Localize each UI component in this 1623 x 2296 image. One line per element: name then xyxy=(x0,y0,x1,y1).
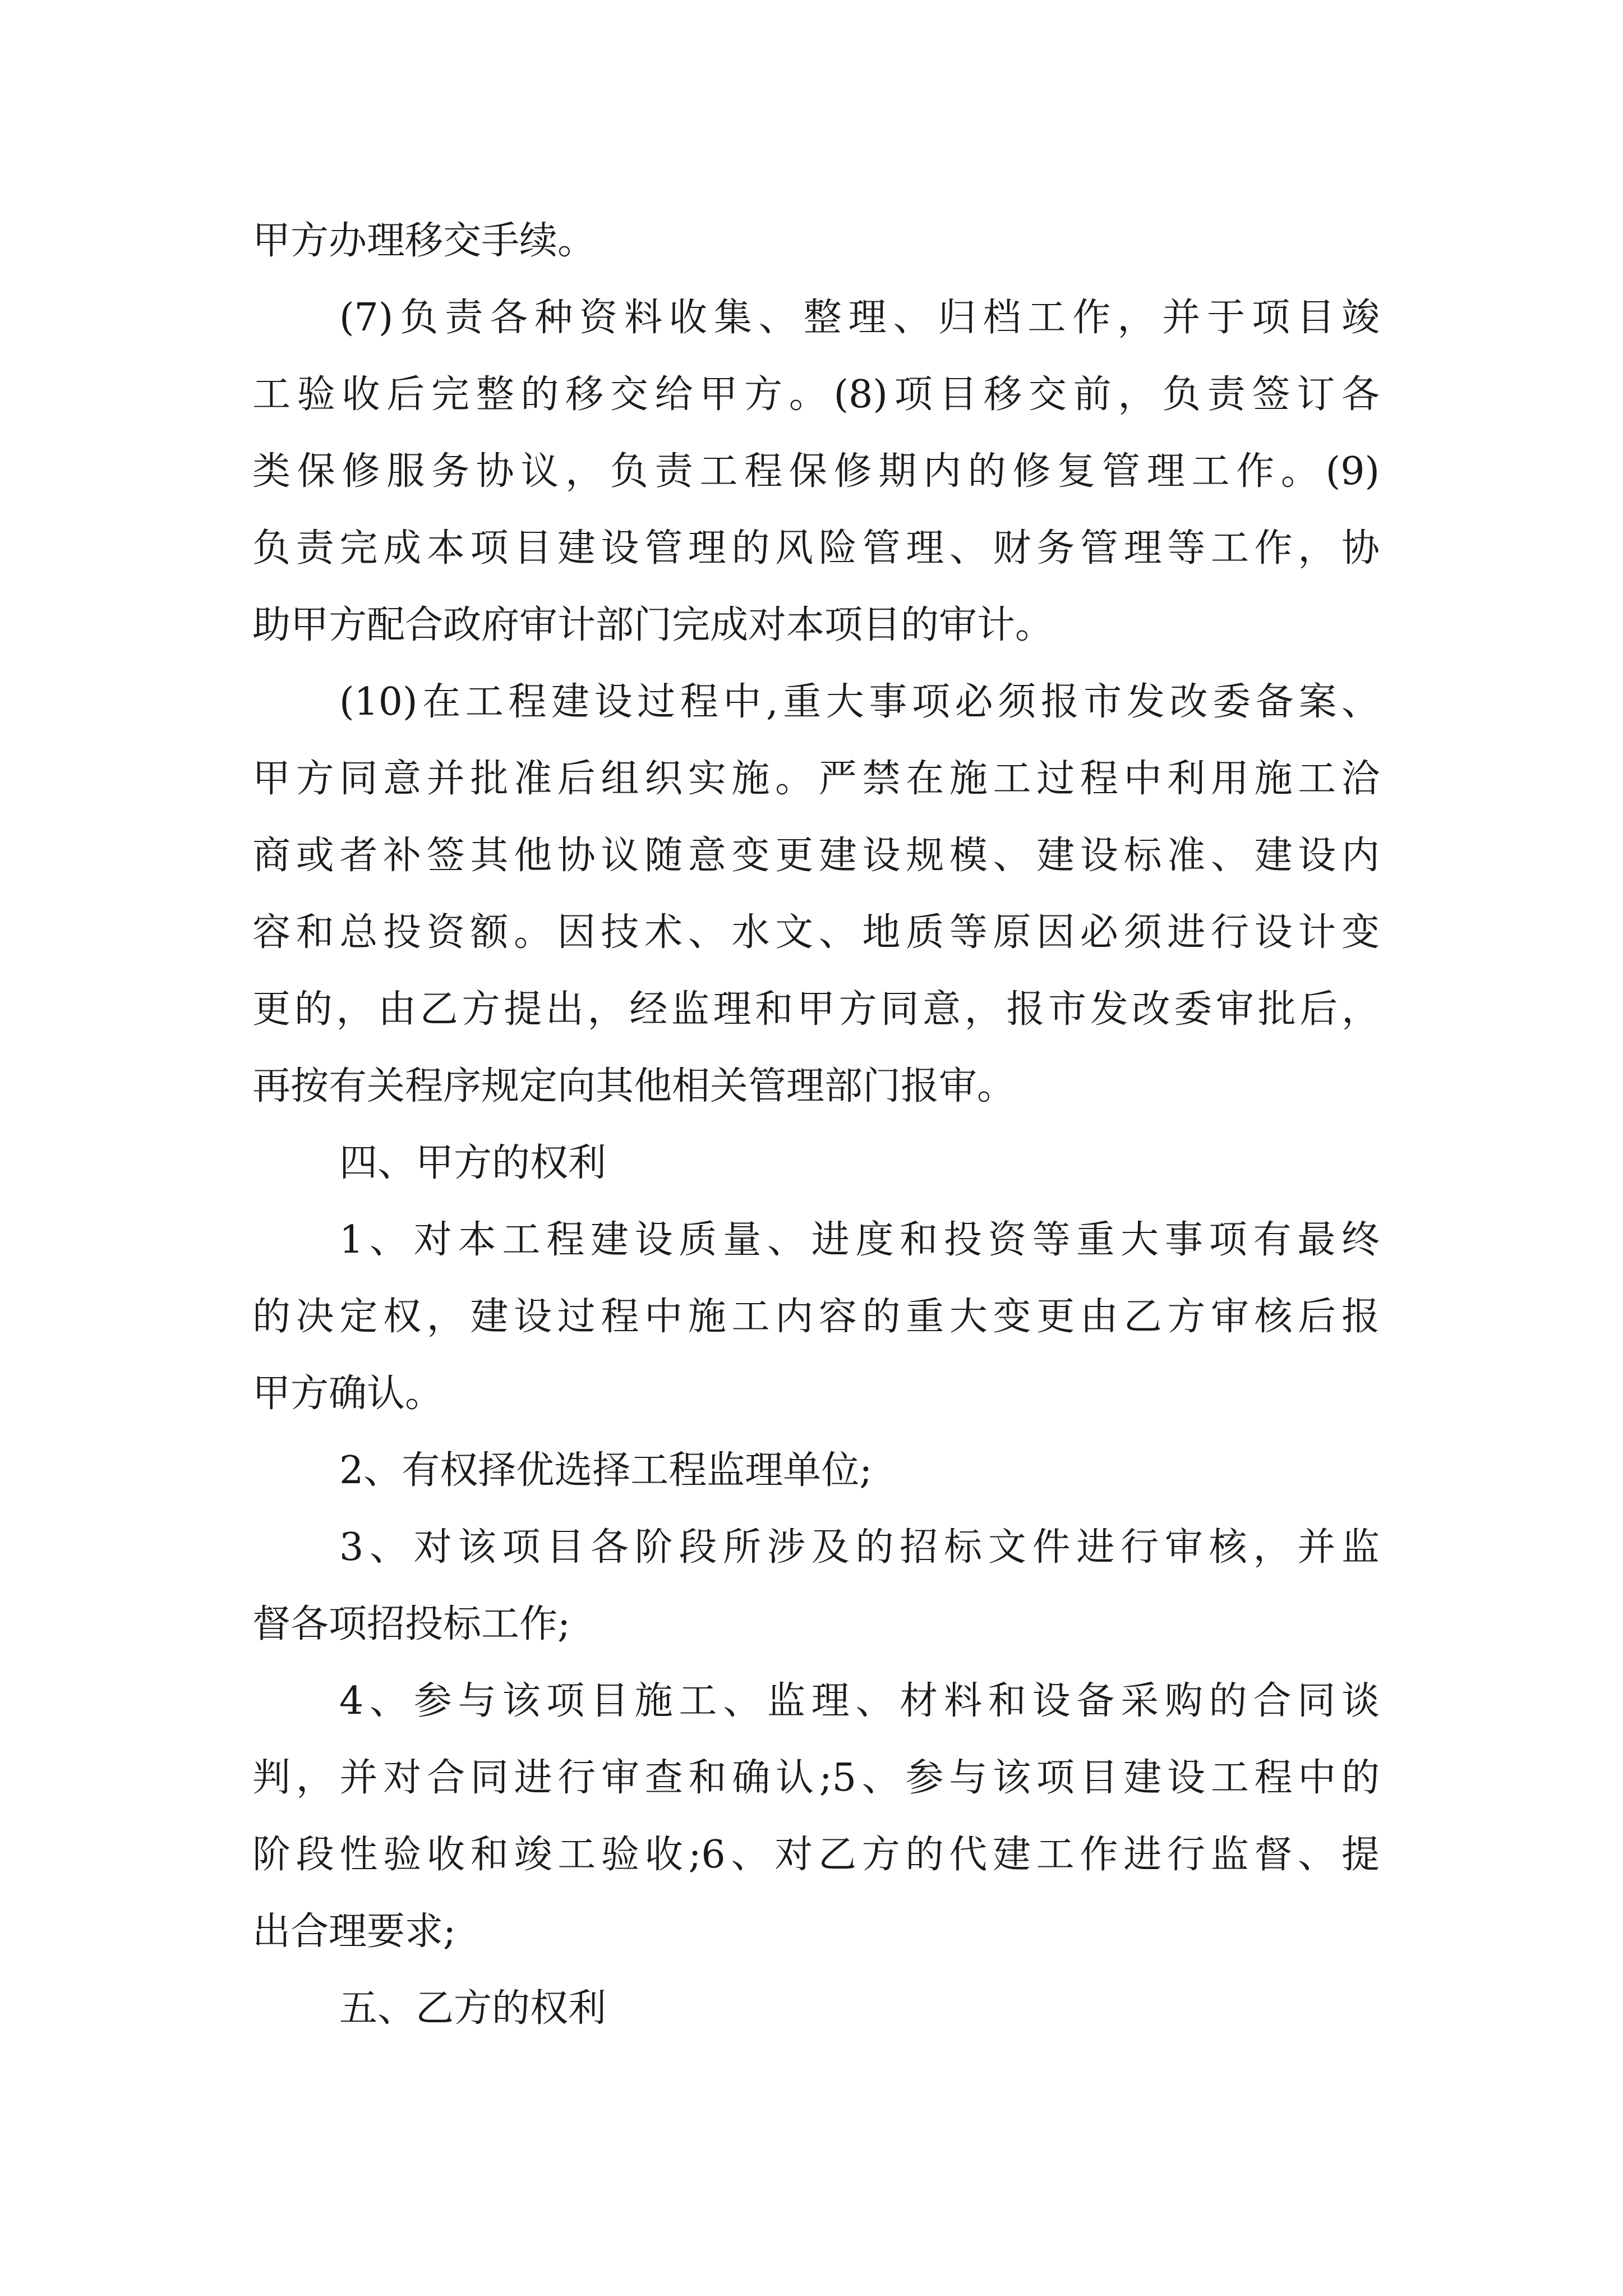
text-line: (7)负责各种资料收集、整理、归档工作，并于项目竣 xyxy=(339,296,1380,340)
text-line: 更的，由乙方提出，经监理和甲方同意，报市发改委审批后， xyxy=(252,987,1380,1032)
text-line: 容和总投资额。因技术、水文、地质等原因必须进行设计变 xyxy=(252,910,1380,955)
text-line: 4、参与该项目施工、监理、材料和设备采购的合同谈 xyxy=(339,1679,1380,1723)
text-line: 甲方同意并批准后组织实施。严禁在施工过程中利用施工洽 xyxy=(252,757,1380,801)
text-line: 1、对本工程建设质量、进度和投资等重大事项有最终 xyxy=(339,1218,1380,1262)
text-line: 判，并对合同进行审查和确认;5、参与该项目建设工程中的 xyxy=(252,1756,1380,1800)
text-line: 助甲方配合政府审计部门完成对本项目的审计。 xyxy=(252,603,1054,647)
text-line: 再按有关程序规定向其他相关管理部门报审。 xyxy=(252,1064,1016,1108)
section-heading: 四、甲方的权利 xyxy=(339,1141,607,1185)
text-line: 出合理要求; xyxy=(252,1910,456,1954)
text-line: 负责完成本项目建设管理的风险管理、财务管理等工作，协 xyxy=(252,526,1380,570)
text-line: 工验收后完整的移交给甲方。(8)项目移交前，负责签订各 xyxy=(252,372,1380,417)
text-line: 甲方确认。 xyxy=(252,1372,444,1416)
text-line: 督各项招投标工作; xyxy=(252,1602,570,1646)
text-line: 商或者补签其他协议随意变更建设规模、建设标准、建设内 xyxy=(252,834,1380,878)
text-line: 阶段性验收和竣工验收;6、对乙方的代建工作进行监督、提 xyxy=(252,1833,1380,1877)
text-line: 3、对该项目各阶段所涉及的招标文件进行审核，并监 xyxy=(339,1525,1380,1570)
text-line: 类保修服务协议，负责工程保修期内的修复管理工作。(9) xyxy=(252,449,1380,494)
text-line: 甲方办理移交手续。 xyxy=(252,219,596,263)
text-line: (10)在工程建设过程中,重大事项必须报市发改委备案、 xyxy=(339,680,1380,724)
section-heading: 五、乙方的权利 xyxy=(339,1986,607,2031)
text-line: 的决定权，建设过程中施工内容的重大变更由乙方审核后报 xyxy=(252,1295,1380,1339)
text-line: 2、有权择优选择工程监理单位; xyxy=(339,1448,873,1493)
